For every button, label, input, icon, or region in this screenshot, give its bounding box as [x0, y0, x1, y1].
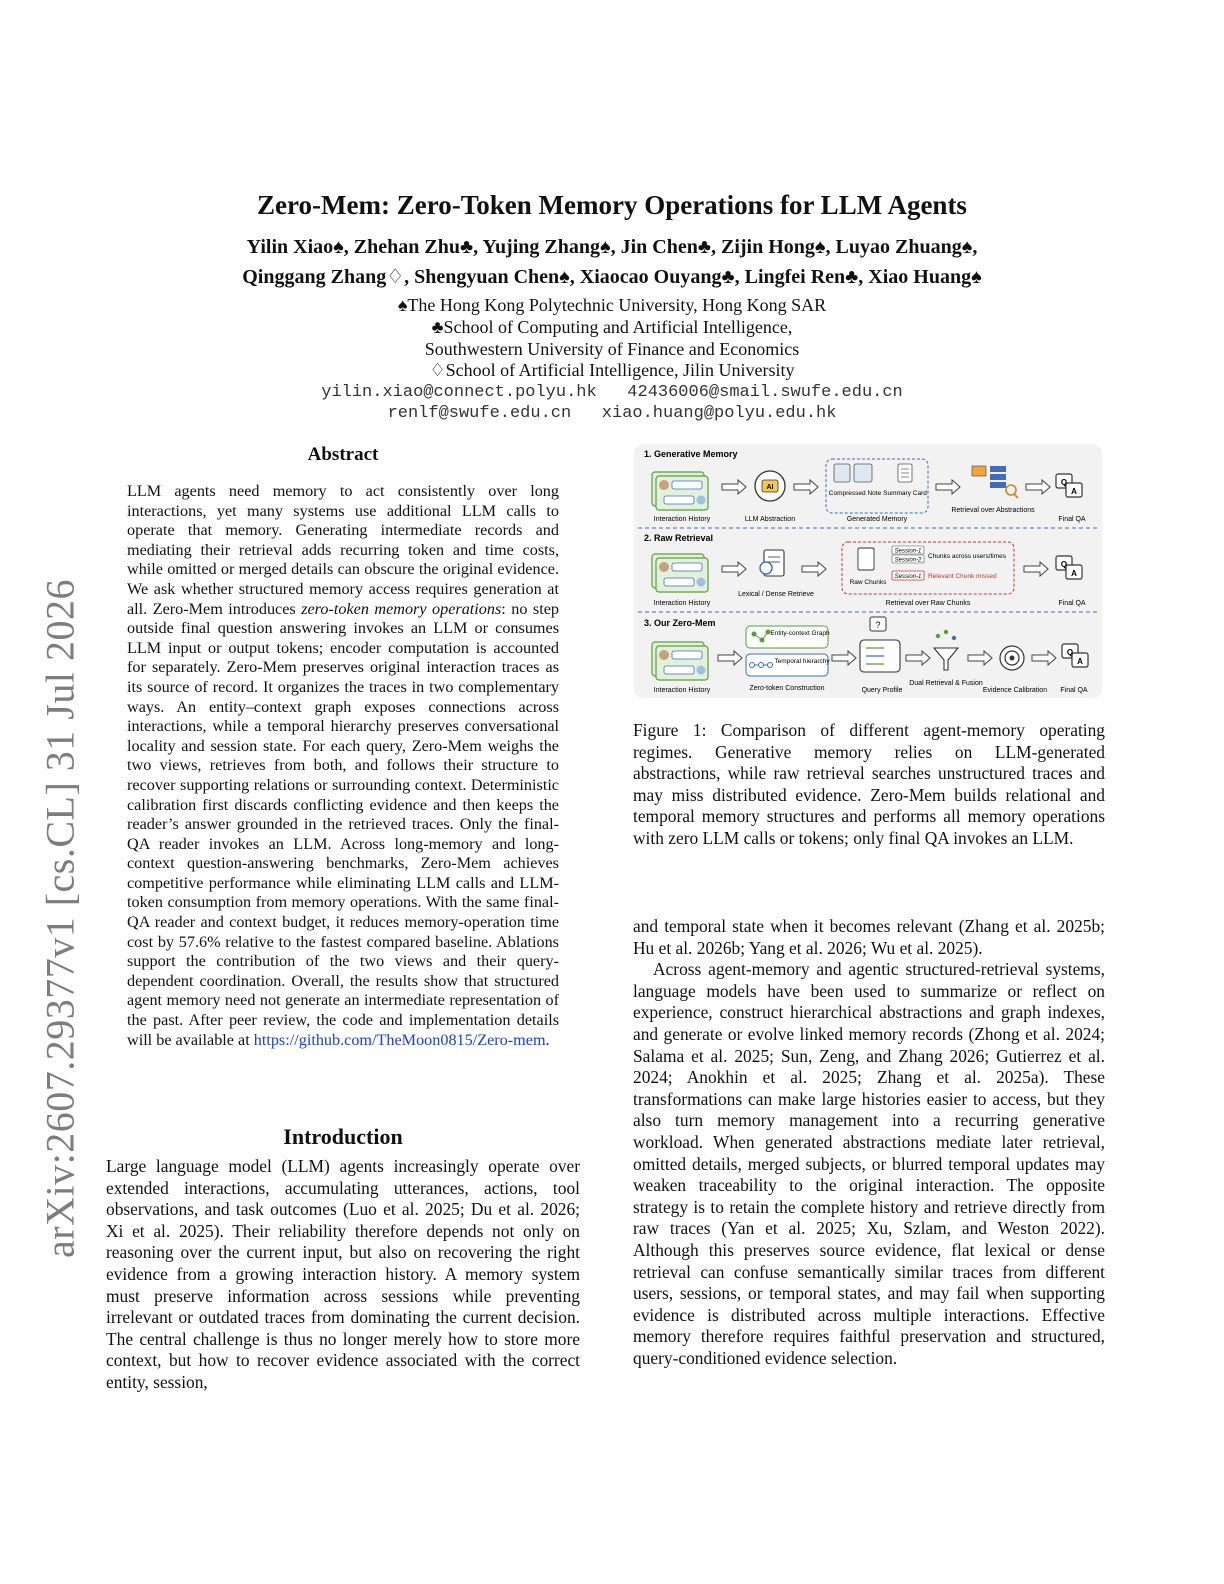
interaction-history-label: Interaction History [653, 600, 711, 607]
relevant-missed-label: Relevant Chunk missed [928, 573, 997, 580]
q-label: Q [1060, 478, 1068, 487]
retrieval-over-raw-label: Retrieval over Raw Chunks [885, 600, 971, 607]
retrieval-over-abstractions-label: Retrieval over Abstractions [951, 507, 1035, 514]
paragraph-related-work: Across agent-memory and agentic structured-retrieval systems, language models have been used to summarize or reflect on experience, construct hierarchical abstractions and graph indexes, and generate or evolve linked memory records (Zhong et al. 2024; Salama et al. 2025; Sun, Zeng, and Zhang 2026; Gutierrez et al. 2024; Anokhin et al. 2025; Zhang et al. 2025a). These transformations can make large histories easier to access, but they also turn memory management into a recurring generative workload. When generated abstractions mediate later retrieval, omitted details, merged subjects, or blurred temporal updates may weaken traceability to the original interaction. The opposite strategy is to retain the complete history and retrieve directly from raw traces (Yan et al. 2025; Xu, Szlam, and Weston 2022). Although this preserves source evidence, flat lexical or dense retrieval can confuse semantically similar traces from different users, sessions, or temporal states, and may fail when supporting evidence is distributed across multiple interactions. Effective memory therefore requires faithful preservation and structured, query-conditioned evidence selection. [633, 959, 1105, 1368]
arrow-icon [722, 480, 746, 494]
emails-line-2: renlf@swufe.edu.cn xiao.huang@polyu.edu.hk [387, 404, 837, 423]
query-profile-icon [860, 617, 900, 672]
section-3-label: 3. Our Zero-Mem [644, 618, 716, 628]
arrow-icon [906, 651, 930, 665]
history-icon-3 [652, 642, 708, 680]
interaction-history-label: Interaction History [653, 516, 711, 523]
a-label: A [1071, 487, 1077, 496]
funnel-icon [934, 630, 958, 670]
timeline-icon [750, 663, 773, 668]
session-1-label: Session-1 [894, 548, 922, 555]
section-1-label: 1. Generative Memory [644, 449, 738, 459]
arrow-icon [832, 651, 856, 665]
summary-card-label: Summary Card [883, 490, 927, 497]
arxiv-identifier: arXiv:2607.29377v1 [cs.CL] 31 Jul 2026 [37, 579, 83, 1258]
evidence-calibration-label: Evidence Calibration [982, 687, 1048, 694]
github-link[interactable]: https://github.com/TheMoon0815/Zero-mem [253, 1030, 546, 1049]
compressed-note-label: Compressed Note [828, 490, 882, 497]
generated-memory-label: Generated Memory [846, 516, 908, 523]
llm-abstraction-label: LLM Abstraction [744, 516, 796, 523]
database-icon [834, 464, 872, 482]
authors-line-2: Qinggang Zhang♢, Shengyuan Chen♠, Xiaocao Ouyang♣, Lingfei Ren♣, Xiao Huang♠ [242, 266, 982, 288]
abstraction-retrieval-icon [972, 466, 1018, 498]
lexical-dense-label: Lexical / Dense Retrieve [738, 591, 814, 598]
introduction-body: Large language model (LLM) agents increasingly operate over extended interactions, accumulating utterances, actions, tool observations, and task outcomes (Luo et al. 2025; Du et al. 2026; Xi et al. 2025). Their reliability therefore depends not only on reasoning over the current input, but also on recovering the right evidence from a growing interaction history. A memory system must preserve information across sessions while preventing irrelevant or outdated traces from dominating the current decision. The central challenge is thus no longer merely how to store more context, but how to recover evidence associated with the correct entity, session, [106, 1156, 580, 1392]
final-qa-label: Final QA [1060, 687, 1088, 694]
affiliation-3: Southwestern University of Finance and Economics [424, 339, 800, 359]
session-1-missed-label: Session-1 [894, 574, 922, 580]
question-mark: ? [875, 620, 881, 630]
zero-token-construction-label: Zero-token Construction [749, 685, 825, 692]
qa-icon [1056, 474, 1082, 497]
brain-ai-icon [755, 471, 785, 501]
abstract-body [127, 482, 559, 1050]
history-icon-2 [652, 554, 708, 592]
interaction-history-label: Interaction History [653, 687, 711, 694]
raw-chunks-label: Raw Chunks [849, 579, 887, 586]
figure-1-svg [634, 444, 1102, 698]
session-2-label: Session-2 [894, 557, 922, 564]
query-profile-label: Query Profile [861, 687, 903, 694]
arrow-icon [802, 562, 826, 576]
arrow-icon [794, 480, 818, 494]
temporal-hierarchy-label: Temporal hierarchy [774, 658, 830, 665]
arrow-icon [1026, 480, 1050, 494]
abstract-end: . [545, 1030, 550, 1049]
history-icon-1 [652, 472, 708, 510]
target-icon [1000, 646, 1024, 670]
arrow-icon [936, 480, 960, 494]
a-label: A [1077, 657, 1083, 666]
entity-context-graph-label: Entity-context Graph [770, 630, 830, 637]
paper-title: Zero-Mem: Zero-Token Memory Operations for LLM Agents [257, 190, 967, 220]
right-column-body [633, 916, 1105, 1369]
arrow-icon [968, 651, 992, 665]
abstract-text-cont: : no step outside final question answering invokes an LLM or consumes LLM input or output tokens; encoder computation is accounted for separately. Zero-Mem preserves original interaction traces as its source of record. It organizes the traces in two complementary ways. An entity–context graph exposes connections across interactions, while a temporal hierarchy preserves conversational locality and session state. For each query, Zero-Mem weighs the two views, retrieves from both, and follows their structure to recover supporting relations or surrounding context. Deterministic calibration first discards conflicting evidence and then keeps the reader’s answer grounded in the retrieved traces. Only the final-QA reader invokes an LLM. Across long-memory and long-context question-answering benchmarks, Zero-Mem achieves competitive performance while eliminating LLM calls and LLM-token consumption from memory operations. With the same final-QA reader and context budget, it reduces memory-operation time cost by 57.6% relative to the fastest compared baseline. Ablations support the contribution of the two views and their query-dependent coordination. Overall, the results show that structured agent memory need not generate an intermediate representation of the past. After peer review, the code and implementation details will be available at [127, 599, 559, 1049]
affiliation-4: ♢School of Artificial Intelligence, Jilin University [429, 360, 795, 380]
arrow-icon [718, 651, 742, 665]
figure-1-caption: Figure 1: Comparison of different agent-memory operating regimes. Generative memory relies on LLM-generated abstractions, while raw retrieval searches unstructured traces and may miss distributed evidence. Zero-Mem builds relational and temporal memory structures and performs all memory operations with zero LLM calls or tokens; only final QA invokes an LLM. [633, 720, 1105, 848]
final-qa-label: Final QA [1058, 600, 1086, 607]
chunks-across-label: Chunks across users/times [928, 553, 1007, 560]
figure-1-diagram [634, 444, 1102, 698]
affiliation-1: ♠The Hong Kong Polytechnic University, Hong Kong SAR [397, 295, 827, 315]
a-label: A [1071, 569, 1077, 578]
ai-badge: AI [766, 484, 774, 491]
search-document-icon [760, 550, 784, 576]
final-qa-label: Final QA [1058, 516, 1086, 523]
arrow-icon [1032, 651, 1056, 665]
authors-line-1: Yilin Xiao♠, Zhehan Zhu♣, Yujing Zhang♠, Jin Chen♣, Zijin Hong♠, Luyao Zhuang♠, [246, 236, 978, 258]
qa-icon [1056, 556, 1082, 579]
affiliation-2: ♣School of Computing and Artificial Intelligence, [431, 317, 793, 337]
q-label: Q [1066, 648, 1074, 657]
qa-icon [1062, 644, 1088, 667]
document-icon [898, 464, 912, 482]
abstract-emphasis: zero-token memory operations [301, 599, 502, 618]
paragraph-continuation: and temporal state when it becomes relevant (Zhang et al. 2025b; Hu et al. 2026b; Yang et al. 2026; Wu et al. 2025). [633, 916, 1105, 958]
arrow-icon [722, 562, 746, 576]
abstract-text: LLM agents need memory to act consistently over long interactions, yet many systems use additional LLM calls to operate that memory. Generating intermediate records and mediating their retrieval adds recurring token and time costs, while omitted or merged details can obscure the original evidence. We ask whether structured memory access requires generation at all. Zero-Mem introduces [127, 482, 559, 618]
abstract-heading: Abstract [307, 444, 379, 465]
introduction-heading: Introduction [283, 1124, 403, 1149]
arrow-icon [1024, 562, 1048, 576]
emails-line-1: yilin.xiao@connect.polyu.hk 42436006@smail.swufe.edu.cn [321, 383, 903, 402]
dual-retrieval-label: Dual Retrieval & Fusion [909, 680, 983, 687]
q-label: Q [1060, 560, 1068, 569]
chunk-icon [858, 548, 874, 570]
section-2-label: 2. Raw Retrieval [644, 533, 714, 543]
